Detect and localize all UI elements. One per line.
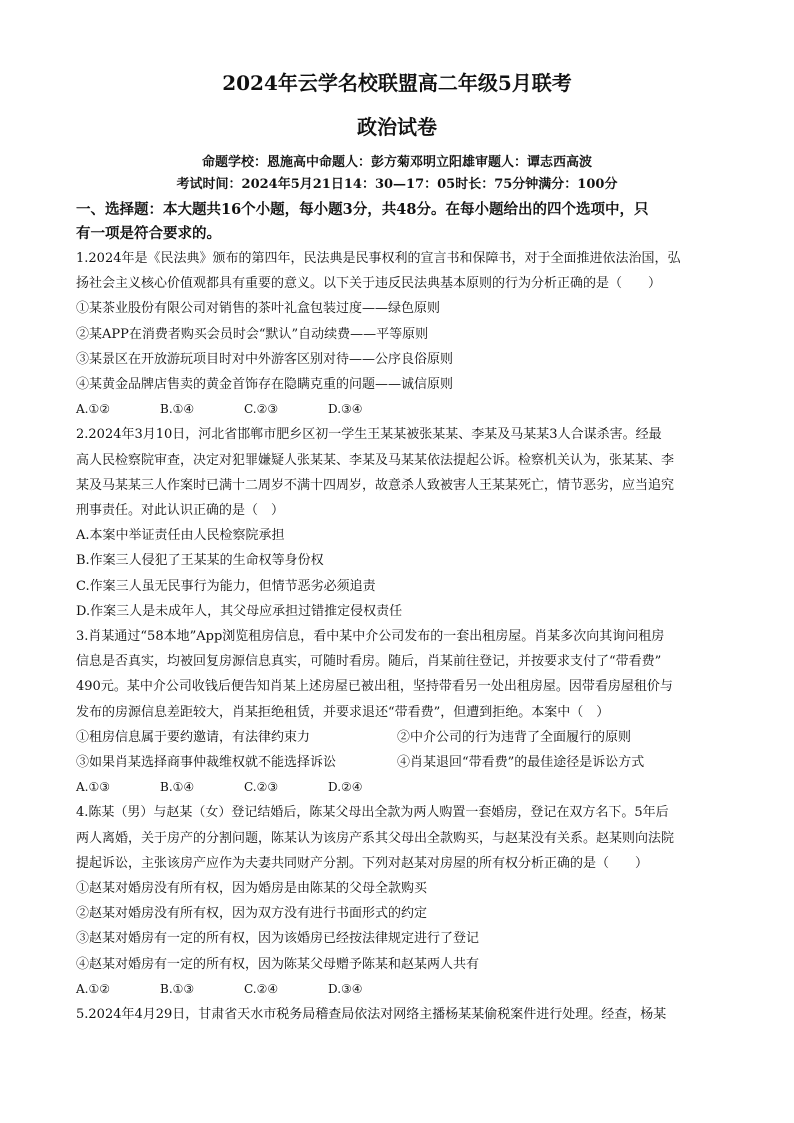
- answer-choices: [76, 397, 718, 422]
- question-option: ①赵某对婚房没有所有权，因为婚房是由陈某的父母全款购买: [76, 881, 428, 897]
- question-5: [76, 1002, 718, 1027]
- question-stem-line: 5.2024年4月29日，甘肃省天水市税务局稽查局依法对网络主播杨某某偷税案件进行处理。经查，杨某: [76, 1007, 667, 1023]
- question-stem-line: 4.陈某（男）与赵某（女）登记结婚后，陈某父母出全款为两人购置一套婚房，登记在双方名下。5年后: [76, 805, 669, 821]
- question-option: ③某景区在开放游玩项目时对中外游客区别对待——公序良俗原则: [76, 351, 454, 367]
- answer-choice-a: A.①②: [76, 402, 110, 417]
- page-title: 2024年云学名校联盟高二年级5月联考: [222, 71, 572, 95]
- option-row: [76, 750, 718, 775]
- answer-choice-c: C.②④: [244, 981, 279, 996]
- question-stem-line: 提起诉讼，主张该房产应作为夫妻共同财产分割。下列对赵某对房屋的所有权分析正确的是（ ）: [76, 855, 649, 871]
- answer-choice-b: B.①④: [160, 780, 195, 795]
- question-option: ④肖某退回“带看费”的最佳途径是诉讼方式: [397, 755, 645, 771]
- question-option: ④赵某对婚房有一定的所有权，因为陈某父母赠予陈某和赵某两人共有: [76, 956, 480, 972]
- question-stem-line: 高人民检察院审查，决定对犯罪嫌疑人张某某、李某及马某某依法提起公诉。检察机关认为，张某某、李: [76, 452, 675, 468]
- question-option: A.本案中举证责任由人民检察院承担: [76, 528, 285, 544]
- page-subtitle: 政治试卷: [357, 115, 437, 139]
- answer-choice-d: D.②④: [328, 780, 363, 795]
- question-option: C.作案三人虽无民事行为能力，但情节恶劣必须追责: [76, 578, 376, 594]
- question-option: ②中介公司的行为违背了全面履行的原则: [397, 729, 632, 745]
- answer-choice-a: A.①②: [76, 981, 110, 996]
- answer-choices: [76, 977, 718, 1002]
- answer-choice-d: D.③④: [328, 981, 363, 996]
- question-stem-line: 3.肖某通过“58本地”App浏览租房信息，看中某中介公司发布的一套出租房屋。肖某多次向其询问租房: [76, 629, 665, 645]
- question-stem-line: 信息是否真实，均被回复房源信息真实，可随时看房。随后，肖某前往登记，并按要求支付了“带看费”: [76, 654, 662, 670]
- answer-choice-b: B.①③: [160, 981, 195, 996]
- question-option: ④某黄金品牌店售卖的黄金首饰存在隐瞒克重的问题——诚信原则: [76, 377, 454, 393]
- question-option: ①租房信息属于要约邀请，有法律约束力: [76, 729, 311, 745]
- question-stem-line: 490元。某中介公司收钱后便告知肖某上述房屋已被出租，坚持带看另一处出租房屋。因带看房屋租价与: [76, 679, 673, 695]
- credits-line: 命题学校：恩施高中命题人：彭方菊邓明立阳雄审题人：谭志西高波: [201, 155, 592, 170]
- question-3: [76, 624, 718, 800]
- question-stem-line: 发布的房源信息差距较大，肖某拒绝租赁，并要求退还“带看费”，但遭到拒绝。本案中（ ）: [76, 704, 610, 720]
- question-option: ③赵某对婚房有一定的所有权，因为该婚房已经按法律规定进行了登记: [76, 931, 480, 947]
- question-1: [76, 246, 718, 422]
- section-heading-line: 有一项是符合要求的。: [76, 225, 221, 242]
- question-option: B.作案三人侵犯了王某某的生命权等身份权: [76, 553, 324, 569]
- question-option: D.作案三人是未成年人，其父母应承担过错推定侵权责任: [76, 603, 403, 619]
- question-stem-line: 扬社会主义核心价值观都具有重要的意义。以下关于违反民法典基本原则的行为分析正确的是（ ）: [76, 276, 662, 292]
- answer-choice-a: A.①③: [76, 780, 110, 795]
- option-row: [76, 725, 718, 750]
- answer-choice-c: C.②③: [244, 780, 279, 795]
- exam-info-line: 考试时间：2024年5月21日14：30—17：05时长：75分钟满分：100分: [176, 177, 618, 192]
- answer-choice-c: C.②③: [244, 402, 279, 417]
- question-stem-line: 2.2024年3月10日，河北省邯郸市肥乡区初一学生王某某被张某某、李某及马某某3人合谋杀害。经最: [76, 427, 662, 443]
- question-option: ②某APP在消费者购买会员时会“默认”自动续费——平等原则: [76, 326, 429, 342]
- question-stem-line: 两人离婚，关于房产的分割问题，陈某认为该房产系其父母出全款购买，与赵某没有关系。赵某则向法院: [76, 830, 675, 846]
- answer-choices: [76, 775, 718, 800]
- question-option: ③如果肖某选择商事仲裁维权就不能选择诉讼: [76, 755, 337, 771]
- question-4: [76, 800, 718, 1002]
- question-stem-line: 刑事责任。对此认识正确的是（ ）: [76, 503, 285, 519]
- section-heading: [76, 198, 718, 246]
- section-heading-line: 一、选择题：本大题共16个小题，每小题3分，共48分。在每小题给出的四个选项中，只: [76, 201, 649, 218]
- question-stem-line: 某及马某某三人作案时已满十二周岁不满十四周岁，故意杀人致被害人王某某死亡，情节恶劣，应当追究: [76, 477, 675, 493]
- question-option: ①某茶业股份有限公司对销售的茶叶礼盒包装过度——绿色原则: [76, 301, 441, 317]
- question-option: ②赵某对婚房没有所有权，因为双方没有进行书面形式的约定: [76, 906, 428, 922]
- question-2: [76, 422, 718, 624]
- answer-choice-d: D.③④: [328, 402, 363, 417]
- question-stem-line: 1.2024年是《民法典》颁布的第四年，民法典是民事权利的宣言书和保障书，对于全面推进依法治国，弘: [76, 251, 681, 266]
- answer-choice-b: B.①④: [160, 402, 195, 417]
